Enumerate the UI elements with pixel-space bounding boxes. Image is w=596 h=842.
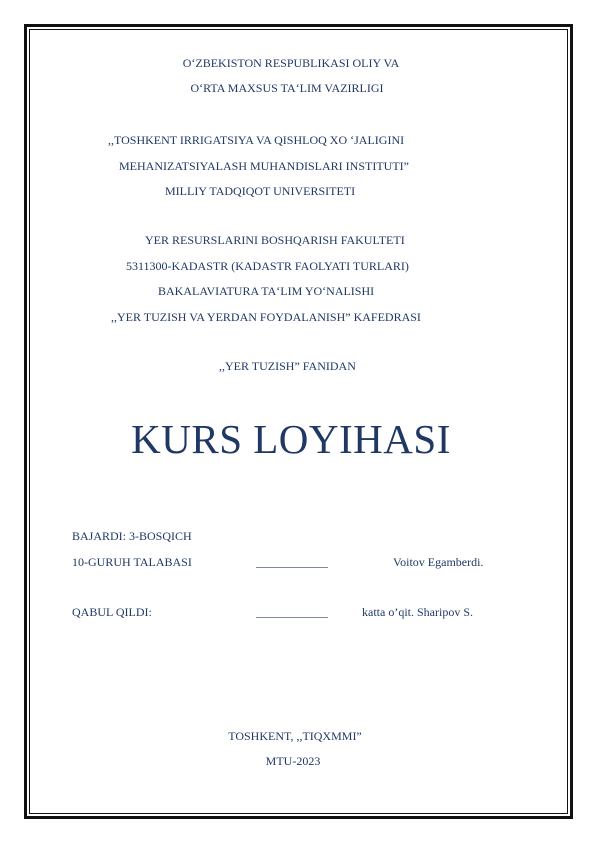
faculty-line-2: 5311300-KADASTR (KADASTR FAOLYATI TURLARI) bbox=[126, 259, 409, 273]
institute-line-3: MILLIY TADQIQOT UNIVERSITETI bbox=[165, 184, 356, 198]
footer-line-1: TOSHKENT, ,,TIQXMMI” bbox=[228, 729, 362, 743]
accepted-name: katta o’qit. Sharipov S. bbox=[362, 605, 473, 619]
performed-signature-blank: ____________ bbox=[256, 555, 328, 569]
accepted-signature-blank: ____________ bbox=[256, 605, 328, 619]
faculty-line-4: ,,YER TUZISH VA YERDAN FOYDALANISH” KAFEDRASI bbox=[111, 310, 421, 324]
performed-label-1: BAJARDI: 3-BOSQICH bbox=[72, 529, 192, 543]
institute-line-1: ,,TOSHKENT IRRIGATSIYA VA QISHLOQ XO ‘JALIGINI bbox=[108, 133, 405, 147]
faculty-line-3: BAKALAVIATURA TA‘LIM YO‘NALISHI bbox=[158, 284, 375, 298]
faculty-line-1: YER RESURSLARINI BOSHQARISH FAKULTETI bbox=[145, 233, 405, 247]
ministry-line-1: O‘ZBEKISTON RESPUBLIKASI OLIY VA bbox=[182, 56, 400, 70]
accepted-label: QABUL QILDI: bbox=[72, 605, 152, 619]
performed-label-2: 10-GURUH TALABASI bbox=[72, 555, 192, 569]
document-title: KURS LOYIHASI bbox=[131, 416, 451, 462]
subject-line: ,,YER TUZISH” FANIDAN bbox=[219, 359, 356, 373]
ministry-line-2: O‘RTA MAXSUS TA‘LIM VAZIRLIGI bbox=[190, 81, 384, 95]
footer-line-2: MTU-2023 bbox=[265, 754, 321, 768]
performed-name: Voitov Egamberdi. bbox=[393, 555, 484, 569]
institute-line-2: MEHANIZATSIYALASH MUHANDISLARI INSTITUTI” bbox=[119, 159, 409, 173]
